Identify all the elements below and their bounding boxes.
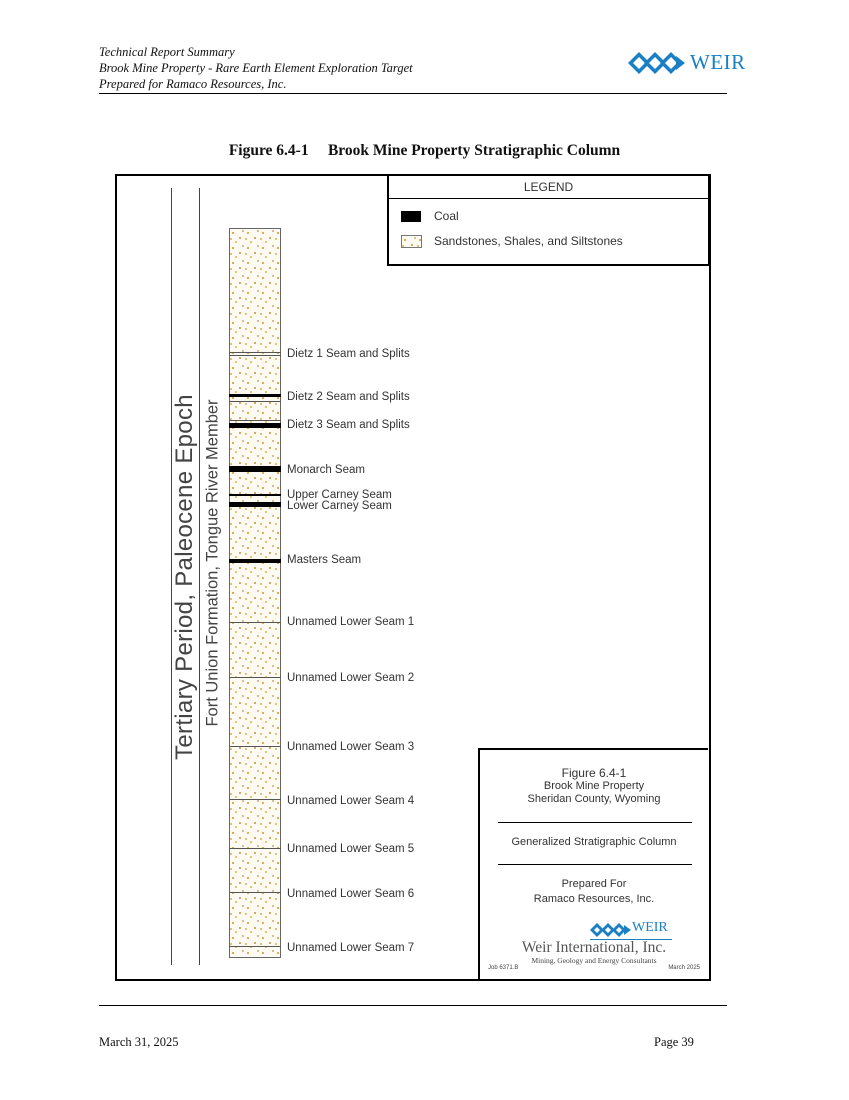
title-block-figure: Figure 6.4-1	[561, 766, 627, 780]
seam-label-dietz-2: Dietz 2 Seam and Splits	[287, 391, 410, 403]
seam-label-lower-6: Unnamed Lower Seam 6	[287, 888, 415, 900]
title-block-prepared-for-label: Prepared For	[561, 878, 627, 890]
title-block	[478, 748, 708, 979]
seam-label-dietz-3: Dietz 3 Seam and Splits	[287, 419, 410, 431]
formation-line	[199, 188, 200, 965]
seam-lower-1-marker	[229, 622, 281, 623]
title-block-property: Brook Mine Property	[543, 780, 645, 792]
title-block-description: Generalized Stratigraphic Column	[511, 836, 677, 848]
title-block-tagline: Mining, Geology and Energy Consultants	[531, 956, 657, 965]
title-block-divider-1	[498, 822, 692, 823]
seam-monarch-marker	[229, 466, 281, 472]
seam-dietz-2-split	[229, 401, 281, 402]
title-block-client: Ramaco Resources, Inc.	[533, 893, 655, 905]
seam-dietz-3-marker	[229, 423, 281, 428]
title-block-job: Job 6371.B	[488, 965, 519, 971]
footer-rule	[99, 1005, 727, 1006]
seam-label-lower-carney: Lower Carney Seam	[287, 500, 392, 512]
seam-lower-2-marker	[229, 677, 281, 678]
header-line-1: Technical Report Summary	[99, 45, 235, 59]
seam-dietz-1-marker	[229, 352, 281, 353]
seam-label-lower-7: Unnamed Lower Seam 7	[287, 942, 415, 954]
seam-masters-marker	[229, 559, 281, 563]
seam-label-upper-carney: Upper Carney Seam	[287, 489, 392, 501]
legend-coal-swatch	[401, 211, 421, 222]
seam-dietz-1-marker-2	[229, 355, 281, 356]
seam-label-masters: Masters Seam	[287, 554, 362, 566]
footer-page-number: Page 39	[654, 1035, 694, 1049]
seam-dietz-2-marker	[229, 394, 281, 397]
figure-title: Figure 6.4-1 Brook Mine Property Stratigraphic Column	[228, 142, 621, 159]
seam-lower-6-marker	[229, 892, 281, 893]
legend-coal-label: Coal	[434, 209, 459, 223]
seam-lower-carney-marker	[229, 502, 281, 507]
seam-label-lower-1: Unnamed Lower Seam 1	[287, 616, 415, 628]
header-line-3: Prepared for Ramaco Resources, Inc.	[99, 77, 287, 91]
seam-lower-3-marker	[229, 746, 281, 747]
period-label: Tertiary Period, Paleocene Epoch	[171, 394, 198, 760]
seam-upper-carney-marker	[229, 494, 281, 496]
seam-label-lower-3: Unnamed Lower Seam 3	[287, 741, 415, 753]
legend-title: LEGEND	[389, 176, 708, 199]
header-logo-text: WEIR	[690, 50, 746, 74]
seam-label-lower-4: Unnamed Lower Seam 4	[287, 795, 415, 807]
title-block-company: Weir International, Inc.	[521, 939, 667, 956]
seam-dietz-3-split	[229, 420, 281, 421]
header-line-2: Brook Mine Property - Rare Earth Element Exploration Target	[99, 61, 413, 75]
header-rule	[99, 93, 727, 94]
legend-sandstone-swatch	[401, 235, 422, 248]
header-weir-logo	[628, 51, 748, 75]
weir-diamonds-icon	[628, 51, 690, 75]
seam-label-dietz-1: Dietz 1 Seam and Splits	[287, 348, 410, 360]
seam-label-lower-2: Unnamed Lower Seam 2	[287, 672, 415, 684]
legend-sandstone-label: Sandstones, Shales, and Siltstones	[434, 234, 623, 248]
weir-diamonds-small-icon	[590, 922, 634, 938]
legend-box	[387, 174, 710, 266]
title-block-location: Sheridan County, Wyoming	[527, 793, 661, 805]
formation-label: Fort Union Formation, Tongue River Member	[203, 399, 222, 727]
footer-date: March 31, 2025	[99, 1035, 179, 1049]
title-block-date: March 2025	[668, 965, 700, 971]
seam-label-lower-5: Unnamed Lower Seam 5	[287, 843, 415, 855]
seam-lower-4-marker	[229, 799, 281, 800]
title-block-divider-2	[498, 864, 692, 865]
seam-label-monarch: Monarch Seam	[287, 464, 365, 476]
title-block-logo-text: WEIR	[632, 920, 668, 935]
seam-lower-5-marker	[229, 848, 281, 849]
seam-lower-7-marker	[229, 946, 281, 947]
